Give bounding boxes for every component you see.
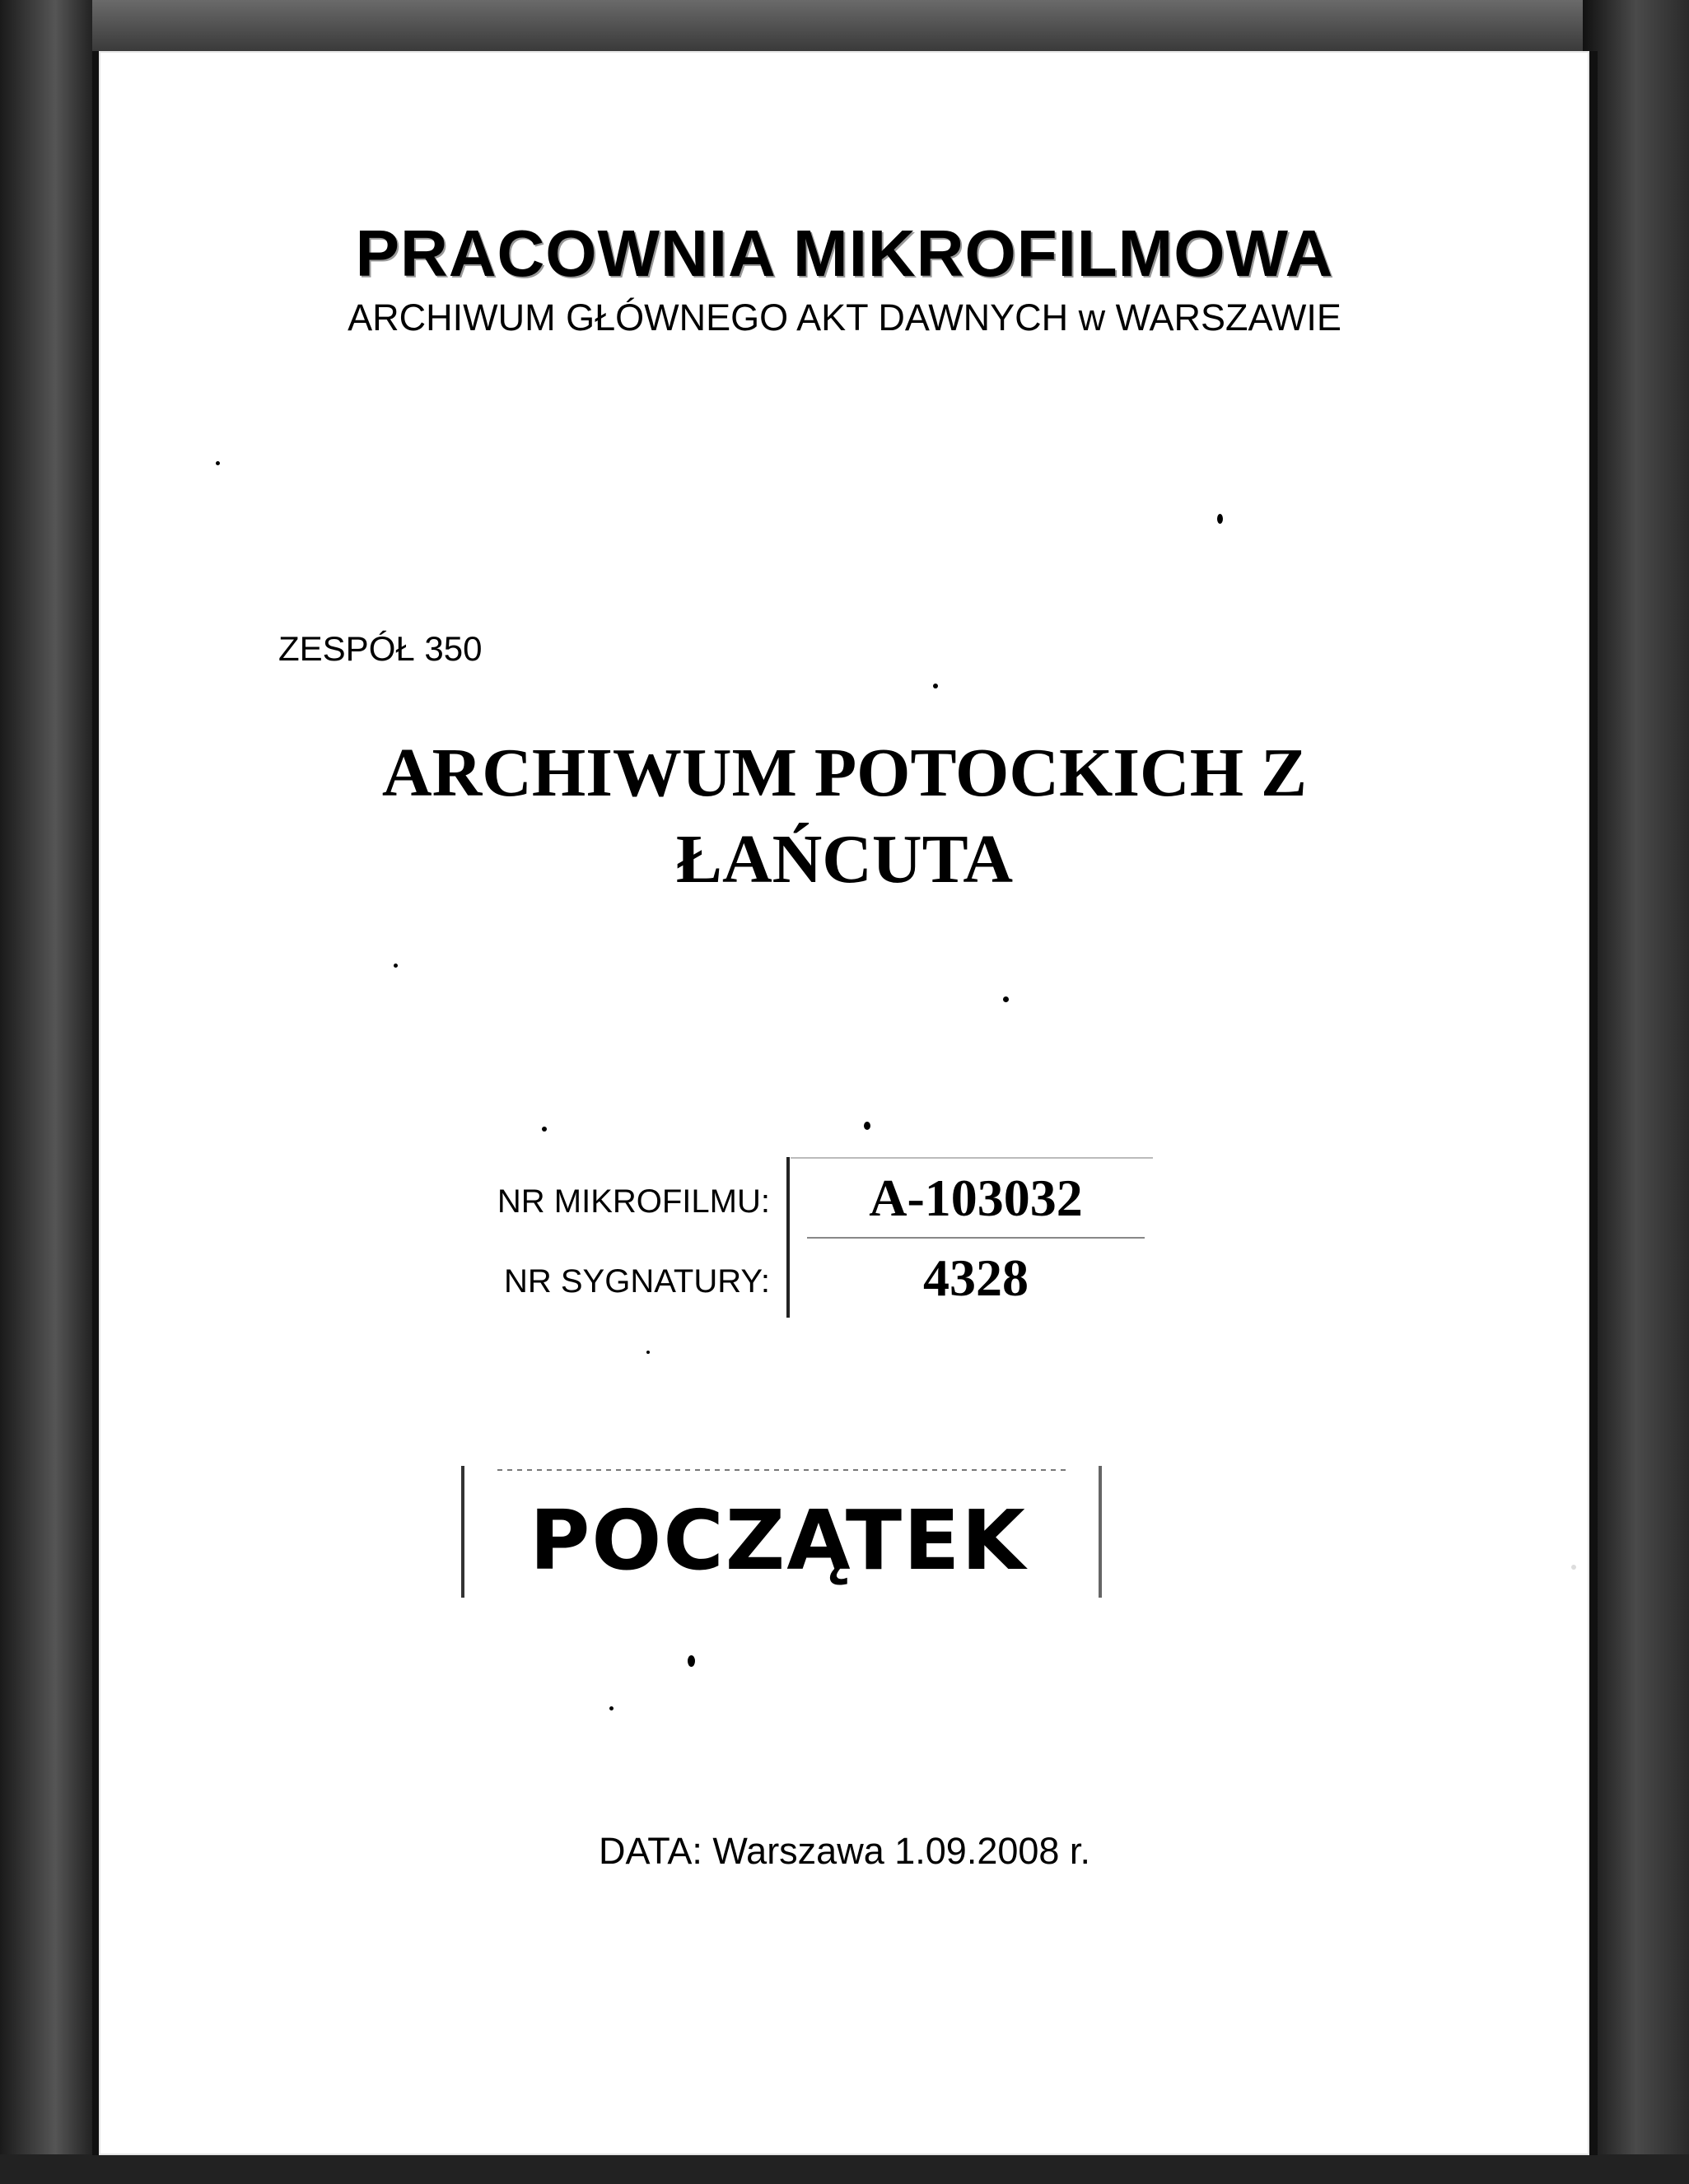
microfilm-number-value: A-103032	[869, 1169, 1083, 1227]
fond-number: ZESPÓŁ 350	[278, 629, 483, 668]
dust-speck	[542, 1127, 547, 1132]
signature-number-label: NR SYGNATURY:	[503, 1263, 770, 1300]
dust-speck	[609, 1706, 614, 1710]
field-frame-top	[791, 1157, 1153, 1159]
date-line: DATA: Warszawa 1.09.2008 r.	[599, 1830, 1090, 1872]
film-border-top	[0, 0, 1689, 51]
dust-speck	[688, 1655, 695, 1667]
microfilm-number-label: NR MIKROFILMU:	[497, 1183, 770, 1220]
dust-speck	[394, 964, 398, 968]
lab-title: PRACOWNIA MIKROFILMOWA	[355, 217, 1334, 290]
dust-speck	[1571, 1565, 1576, 1570]
dust-speck	[216, 461, 220, 465]
film-border-bottom	[0, 2154, 1689, 2184]
status-label: POCZĄTEK	[530, 1492, 1027, 1589]
signature-number-value: 4328	[923, 1248, 1029, 1307]
dust-speck	[1217, 514, 1223, 524]
dust-speck	[1003, 996, 1009, 1002]
field-frame-separator	[807, 1237, 1145, 1239]
fond-title-line-2: ŁAŃCUTA	[675, 821, 1014, 898]
fond-title-line-1: ARCHIWUM POTOCKICH Z	[381, 735, 1308, 811]
archive-name: ARCHIWUM GŁÓWNEGO AKT DAWNYCH w WARSZAWIE	[348, 296, 1341, 338]
dust-speck	[933, 684, 938, 688]
dust-speck	[864, 1122, 870, 1130]
dust-speck	[646, 1351, 650, 1354]
field-frame-divider	[786, 1157, 790, 1318]
